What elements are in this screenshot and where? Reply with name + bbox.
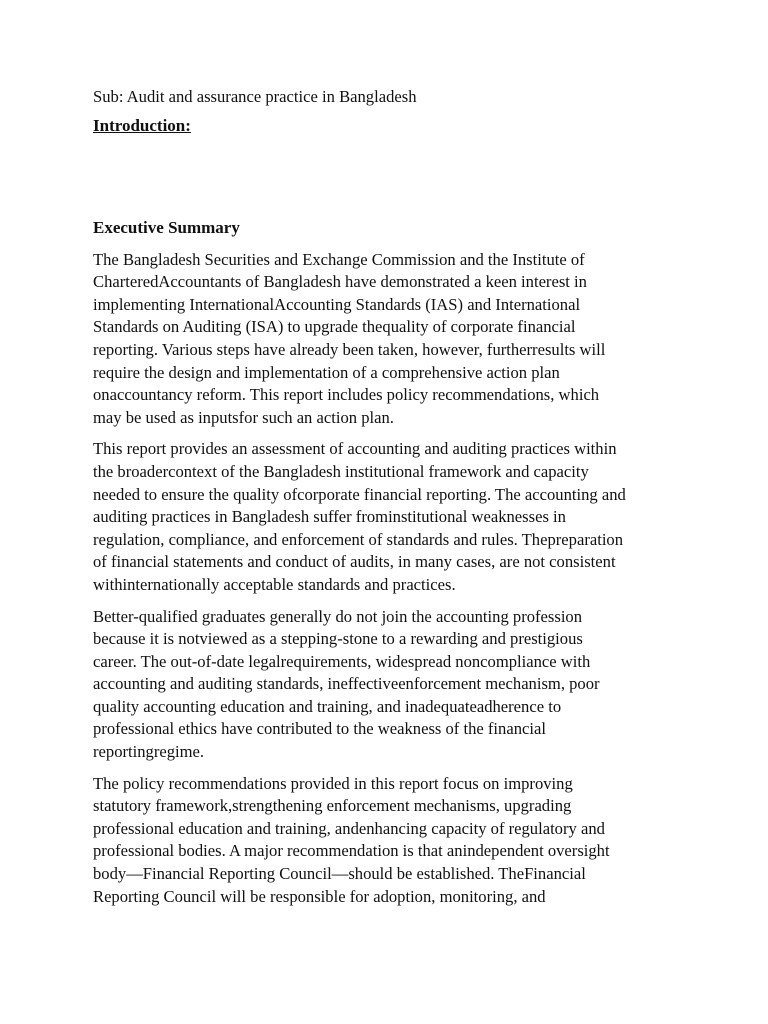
paragraph-line: because it is notviewed as a stepping-stone to a rewarding and prestigious [93, 629, 583, 649]
paragraph-line: Reporting Council will be responsible for adoption, monitoring, and [93, 886, 546, 906]
paragraph-line: professional bodies. A major recommendation is that anindependent oversight [93, 841, 610, 861]
paragraph-line: reporting. Various steps have already been taken, however, furtherresults will [93, 339, 606, 359]
paragraph-line: regulation, compliance, and enforcement of standards and rules. Thepreparation [93, 529, 624, 549]
paragraph [93, 438, 683, 596]
paragraph-line: needed to ensure the quality ofcorporate financial reporting. The accounting and [93, 484, 626, 504]
document-body [93, 86, 683, 908]
paragraph-line: onaccountancy reform. This report includes policy recommendations, which [93, 385, 600, 405]
paragraph-line: implementing InternationalAccounting Standards (IAS) and International [93, 294, 581, 314]
paragraph-line: quality accounting education and training, and inadequateadherence to [93, 696, 562, 716]
paragraph-line: career. The out-of-date legalrequirements, widespread noncompliance with [93, 651, 591, 671]
paragraph-line: auditing practices in Bangladesh suffer frominstitutional weaknesses in [93, 507, 566, 527]
paragraph-line: of financial statements and conduct of audits, in many cases, are not consistent [93, 552, 616, 572]
paragraph-line: may be used as inputsfor such an action plan. [93, 407, 394, 427]
paragraph-line: The Bangladesh Securities and Exchange Commission and the Institute of [93, 249, 585, 269]
paragraph [93, 249, 683, 430]
introduction-heading: Introduction: [93, 115, 191, 135]
paragraph [93, 773, 683, 909]
paragraph-line: require the design and implementation of a comprehensive action plan [93, 362, 560, 382]
paragraph-line: The policy recommendations provided in this report focus on improving [93, 773, 573, 793]
paragraph-line: accounting and auditing standards, ineffectiveenforcement mechanism, poor [93, 674, 600, 694]
paragraph-line: reportingregime. [93, 742, 205, 762]
paragraph-line: professional education and training, andenhancing capacity of regulatory and [93, 818, 605, 838]
paragraph-line: withinternationally acceptable standards and practices. [93, 574, 456, 594]
paragraph-line: Better-qualified graduates generally do not join the accounting profession [93, 606, 583, 626]
paragraph-line: statutory framework,strengthening enforcement mechanisms, upgrading [93, 796, 572, 816]
paragraph-line: body—Financial Reporting Council—should be established. TheFinancial [93, 864, 586, 884]
subject-line: Sub: Audit and assurance practice in Bangladesh [93, 87, 417, 106]
paragraph-line: the broadercontext of the Bangladesh institutional framework and capacity [93, 461, 589, 481]
paragraph-line: Standards on Auditing (ISA) to upgrade thequality of corporate financial [93, 317, 576, 337]
paragraph [93, 606, 683, 764]
paragraph-line: professional ethics have contributed to the weakness of the financial [93, 719, 546, 739]
paragraph-line: CharteredAccountants of Bangladesh have demonstrated a keen interest in [93, 272, 587, 292]
executive-summary-heading: Executive Summary [93, 217, 240, 237]
paragraph-line: This report provides an assessment of accounting and auditing practices within [93, 439, 617, 459]
